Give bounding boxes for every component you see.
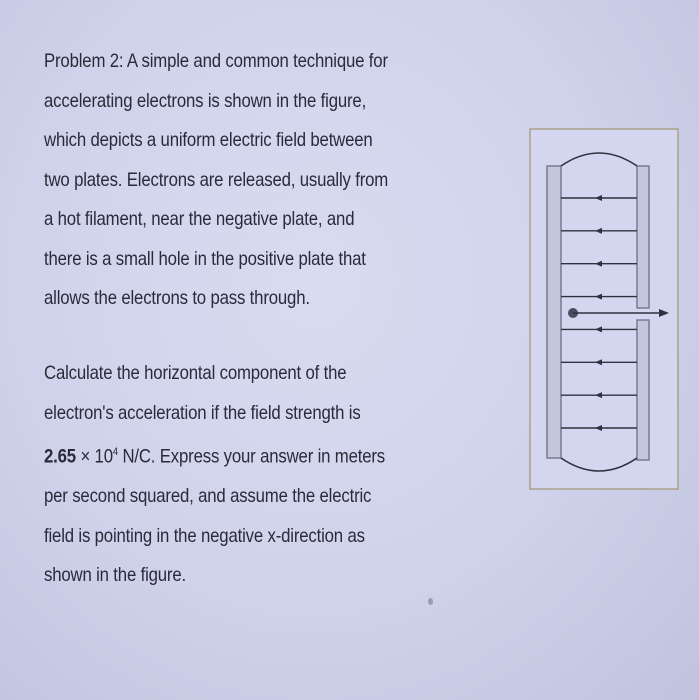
- text-line: which depicts a uniform electric field between: [44, 129, 373, 151]
- text-line: shown in the figure.: [44, 564, 186, 586]
- text-line: field is pointing in the negative x-direction as: [44, 524, 365, 547]
- text-fragment: Express your answer in meters: [155, 445, 386, 468]
- text-line: accelerating electrons is shown in the figure,: [44, 89, 367, 112]
- field-strength-unit: N/C.: [117, 445, 156, 468]
- text-line: there is a small hole in the positive plate that: [44, 247, 366, 270]
- text-line: allows the electrons to pass through.: [44, 287, 310, 309]
- text-line: Problem 2: A simple and common technique for: [44, 50, 388, 72]
- text-line: per second squared, and assume the electric: [44, 485, 372, 507]
- text-line: a hot filament, near the negative plate, and: [44, 208, 355, 230]
- negative-plate-left: [547, 166, 561, 458]
- positive-plate-lower: [637, 320, 649, 460]
- problem-paragraph-1: [44, 42, 388, 319]
- text-line: Calculate the horizontal component of the: [44, 362, 347, 384]
- text-line: two plates. Electrons are released, usually from: [44, 168, 389, 191]
- parallel-plate-figure: [529, 128, 679, 490]
- stray-mark: [428, 598, 433, 605]
- text-line: electron's acceleration if the field strength is: [44, 401, 361, 424]
- positive-plate-upper: [637, 166, 649, 308]
- field-strength-exponent: 4: [112, 446, 118, 458]
- field-strength-times: × 10: [75, 445, 113, 468]
- text-line-field-strength: [44, 433, 385, 477]
- problem-paragraph-2: [44, 354, 385, 596]
- field-strength-mantissa: 2.65: [44, 445, 76, 468]
